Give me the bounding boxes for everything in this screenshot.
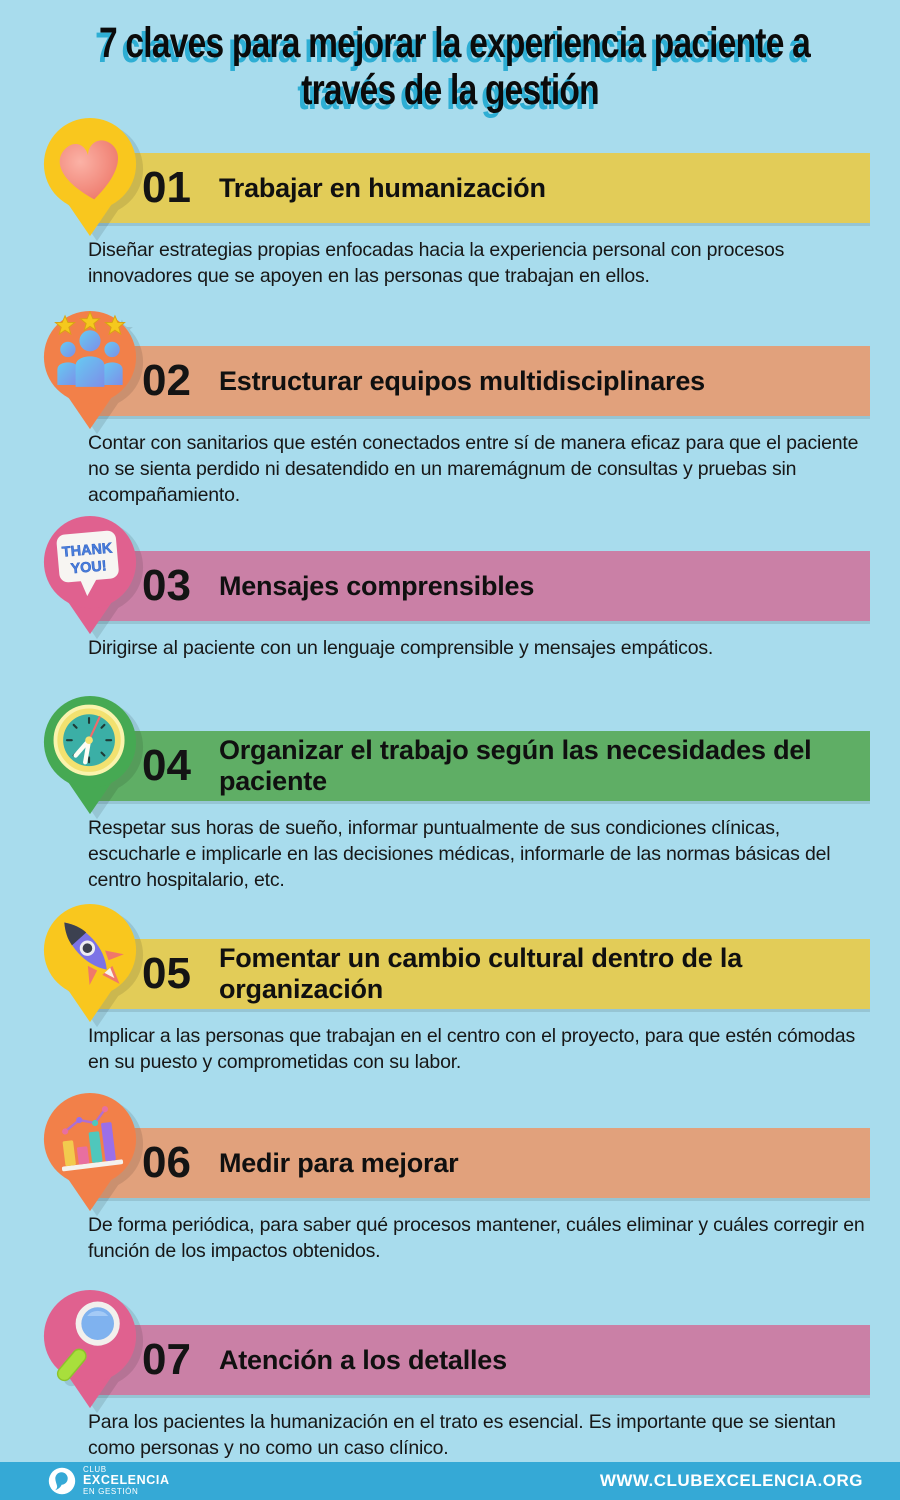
item-02-number: 02 xyxy=(142,356,191,405)
item-05-number: 05 xyxy=(142,949,191,998)
thank-you-bubble-icon xyxy=(42,515,138,638)
key-item-03 xyxy=(0,540,900,661)
key-item-01 xyxy=(0,153,900,289)
svg-text:THANK: THANK xyxy=(61,540,113,561)
item-04-banner xyxy=(95,731,870,801)
key-item-04 xyxy=(0,731,900,893)
item-03-banner xyxy=(95,551,870,621)
item-04-number: 04 xyxy=(142,741,191,790)
logo-line-club: CLUB xyxy=(83,1465,107,1475)
club-excelencia-logo-text xyxy=(83,1466,170,1496)
svg-text:YOU!: YOU! xyxy=(70,558,108,578)
club-excelencia-logo xyxy=(48,1466,170,1496)
logo-line-en-gestion: EN GESTIÓN xyxy=(83,1486,139,1496)
page-title xyxy=(0,0,900,114)
clock-icon xyxy=(42,695,138,818)
item-03-number: 03 xyxy=(142,561,191,610)
footer-url: WWW.CLUBEXCELENCIA.ORG xyxy=(599,1471,863,1490)
item-02-title: Estructurar equipos multidisciplinares xyxy=(218,365,705,396)
item-07-title: Atención a los detalles xyxy=(218,1344,507,1375)
item-06-title: Medir para mejorar xyxy=(218,1147,459,1178)
item-01-title: Trabajar en humanización xyxy=(218,172,546,203)
item-01-number: 01 xyxy=(142,163,191,212)
logo-line-excelencia: EXCELENCIA xyxy=(83,1473,170,1488)
item-05-description: Implicar a las personas que trabajan en el centro con el proyecto, para que estén cómodas en su puesto y comprometidas con su labor. xyxy=(88,1025,855,1073)
page-title-line1: 7 claves para mejorar la experiencia paciente a xyxy=(99,19,810,67)
team-people-icon xyxy=(42,310,138,433)
item-06-banner xyxy=(95,1128,870,1198)
heart-icon xyxy=(42,117,138,240)
magnifier-icon xyxy=(42,1289,138,1412)
key-item-02 xyxy=(0,346,900,508)
key-item-05 xyxy=(0,939,900,1075)
page-title-line2: través de la gestión xyxy=(301,66,599,114)
item-02-banner xyxy=(95,346,870,416)
item-05-title: Fomentar un cambio cultural dentro de la organización xyxy=(218,943,743,1004)
item-07-description: Para los pacientes la humanización en el trato es esencial. Es importante que se sientan como personas y no como un caso clínico. xyxy=(88,1411,836,1459)
item-06-description: De forma periódica, para saber qué procesos mantener, cuáles eliminar y cuáles corregir en función de los impactos obtenidos. xyxy=(88,1214,865,1262)
item-04-title: Organizar el trabajo según las necesidades del paciente xyxy=(218,735,812,796)
rocket-icon xyxy=(42,903,138,1026)
item-03-title: Mensajes comprensibles xyxy=(218,570,535,601)
item-05-banner xyxy=(95,939,870,1009)
club-excelencia-logo-icon xyxy=(48,1467,76,1495)
footer-bar xyxy=(0,1462,900,1500)
key-item-07 xyxy=(0,1325,900,1461)
item-01-banner xyxy=(95,153,870,223)
item-06-number: 06 xyxy=(142,1138,191,1187)
item-02-description: Contar con sanitarios que estén conectados entre sí de manera eficaz para que el paciente no se sienta perdido ni desatendido en un maremágnum de consultas y pruebas sin acompañamiento. xyxy=(88,432,859,506)
bar-chart-icon xyxy=(42,1092,138,1215)
item-07-number: 07 xyxy=(142,1335,191,1384)
item-01-description: Diseñar estrategias propias enfocadas hacia la experiencia personal con procesos innovadores que se apoyen en las personas que trabajan en ellos. xyxy=(88,239,785,287)
item-04-description: Respetar sus horas de sueño, informar puntualmente de sus condiciones clínicas, escucharle e implicarle en las decisiones médicas, informarle de las normas básicas del centro hospitalario, etc. xyxy=(88,817,831,891)
key-item-06 xyxy=(0,1128,900,1264)
item-03-description: Dirigirse al paciente con un lenguaje comprensible y mensajes empáticos. xyxy=(88,637,714,659)
item-07-banner xyxy=(95,1325,870,1395)
